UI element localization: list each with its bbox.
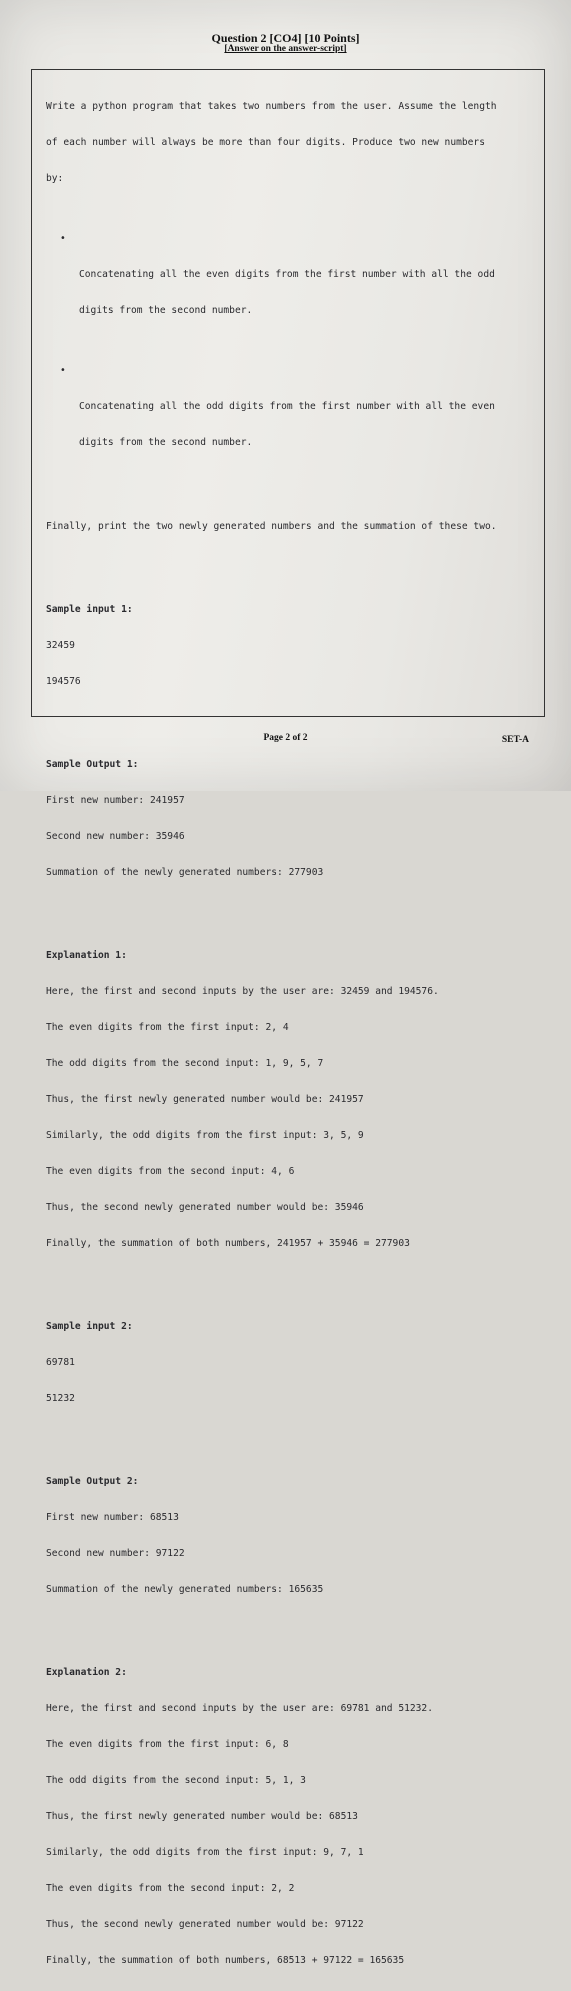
explanation-line: The even digits from the second input: 2, 2 bbox=[46, 1883, 295, 1894]
bullet-icon: • bbox=[60, 365, 66, 376]
requirement-line: Concatenating all the odd digits from the first number with all the even bbox=[79, 401, 495, 412]
sample-input-value: 51232 bbox=[46, 1393, 75, 1404]
exam-set-label: SET-A bbox=[501, 735, 529, 745]
prompt-line: by: bbox=[46, 173, 64, 184]
explanation-line: The odd digits from the second input: 5, 1, 3 bbox=[46, 1775, 306, 1786]
sample-output-line: First new number: 68513 bbox=[46, 1512, 179, 1523]
explanation-line: Thus, the first newly generated number would be: 68513 bbox=[46, 1811, 358, 1822]
explanation-line: Finally, the summation of both numbers, 68513 + 97122 = 165635 bbox=[46, 1955, 405, 1966]
sample-input-value: 194576 bbox=[46, 676, 81, 687]
explanation-line: The even digits from the first input: 2, 4 bbox=[46, 1022, 289, 1033]
requirement-line: digits from the second number. bbox=[79, 437, 253, 448]
sample-output-heading: Sample Output 1: bbox=[46, 759, 139, 770]
explanation-heading: Explanation 1: bbox=[46, 950, 127, 961]
explanation-line: Similarly, the odd digits from the first input: 9, 7, 1 bbox=[46, 1847, 364, 1858]
page-number: Page 2 of 2 bbox=[263, 733, 308, 743]
prompt-line: of each number will always be more than four digits. Produce two new numbers bbox=[46, 137, 485, 148]
explanation-heading: Explanation 2: bbox=[46, 1667, 127, 1678]
sample-output-heading: Sample Output 2: bbox=[46, 1476, 139, 1487]
explanation-line: Similarly, the odd digits from the first input: 3, 5, 9 bbox=[46, 1130, 364, 1141]
sample-output-line: First new number: 241957 bbox=[46, 795, 185, 806]
explanation-line: The even digits from the second input: 4, 6 bbox=[46, 1166, 295, 1177]
sample-output-line: Summation of the newly generated numbers: 165635 bbox=[46, 1584, 324, 1595]
requirement-line: Concatenating all the even digits from the first number with all the odd bbox=[79, 269, 495, 280]
sample-input-value: 69781 bbox=[46, 1357, 75, 1368]
sample-input-heading: Sample input 2: bbox=[46, 1321, 133, 1332]
question-subtitle: [Answer on the answer-script] bbox=[224, 44, 347, 54]
sample-output-line: Summation of the newly generated numbers: 277903 bbox=[46, 867, 324, 878]
requirement-item bbox=[46, 365, 541, 473]
sample-output-line: Second new number: 97122 bbox=[46, 1548, 185, 1559]
bullet-icon: • bbox=[60, 233, 66, 244]
sample-output-line: Second new number: 35946 bbox=[46, 831, 185, 842]
sample-input-heading: Sample input 1: bbox=[46, 604, 133, 615]
prompt-line: Write a python program that takes two numbers from the user. Assume the length bbox=[46, 101, 497, 112]
explanation-line: Thus, the second newly generated number would be: 35946 bbox=[46, 1202, 364, 1213]
explanation-line: Finally, the summation of both numbers, 241957 + 35946 = 277903 bbox=[46, 1238, 410, 1249]
explanation-line: Thus, the first newly generated number would be: 241957 bbox=[46, 1094, 364, 1105]
explanation-line: The odd digits from the second input: 1, 9, 5, 7 bbox=[46, 1058, 324, 1069]
explanation-line: The even digits from the first input: 6, 8 bbox=[46, 1739, 289, 1750]
requirement-line: digits from the second number. bbox=[79, 305, 253, 316]
requirement-list bbox=[46, 209, 541, 497]
sample-input-value: 32459 bbox=[46, 640, 75, 651]
explanation-line: Here, the first and second inputs by the user are: 32459 and 194576. bbox=[46, 986, 439, 997]
question-title: Question 2 [CO4] [10 Points] bbox=[211, 31, 360, 45]
explanation-line: Here, the first and second inputs by the user are: 69781 and 51232. bbox=[46, 1703, 433, 1714]
requirement-item bbox=[46, 233, 541, 341]
prompt-closing: Finally, print the two newly generated numbers and the summation of these two. bbox=[46, 521, 497, 532]
question-content bbox=[46, 77, 541, 1991]
explanation-line: Thus, the second newly generated number would be: 97122 bbox=[46, 1919, 364, 1930]
